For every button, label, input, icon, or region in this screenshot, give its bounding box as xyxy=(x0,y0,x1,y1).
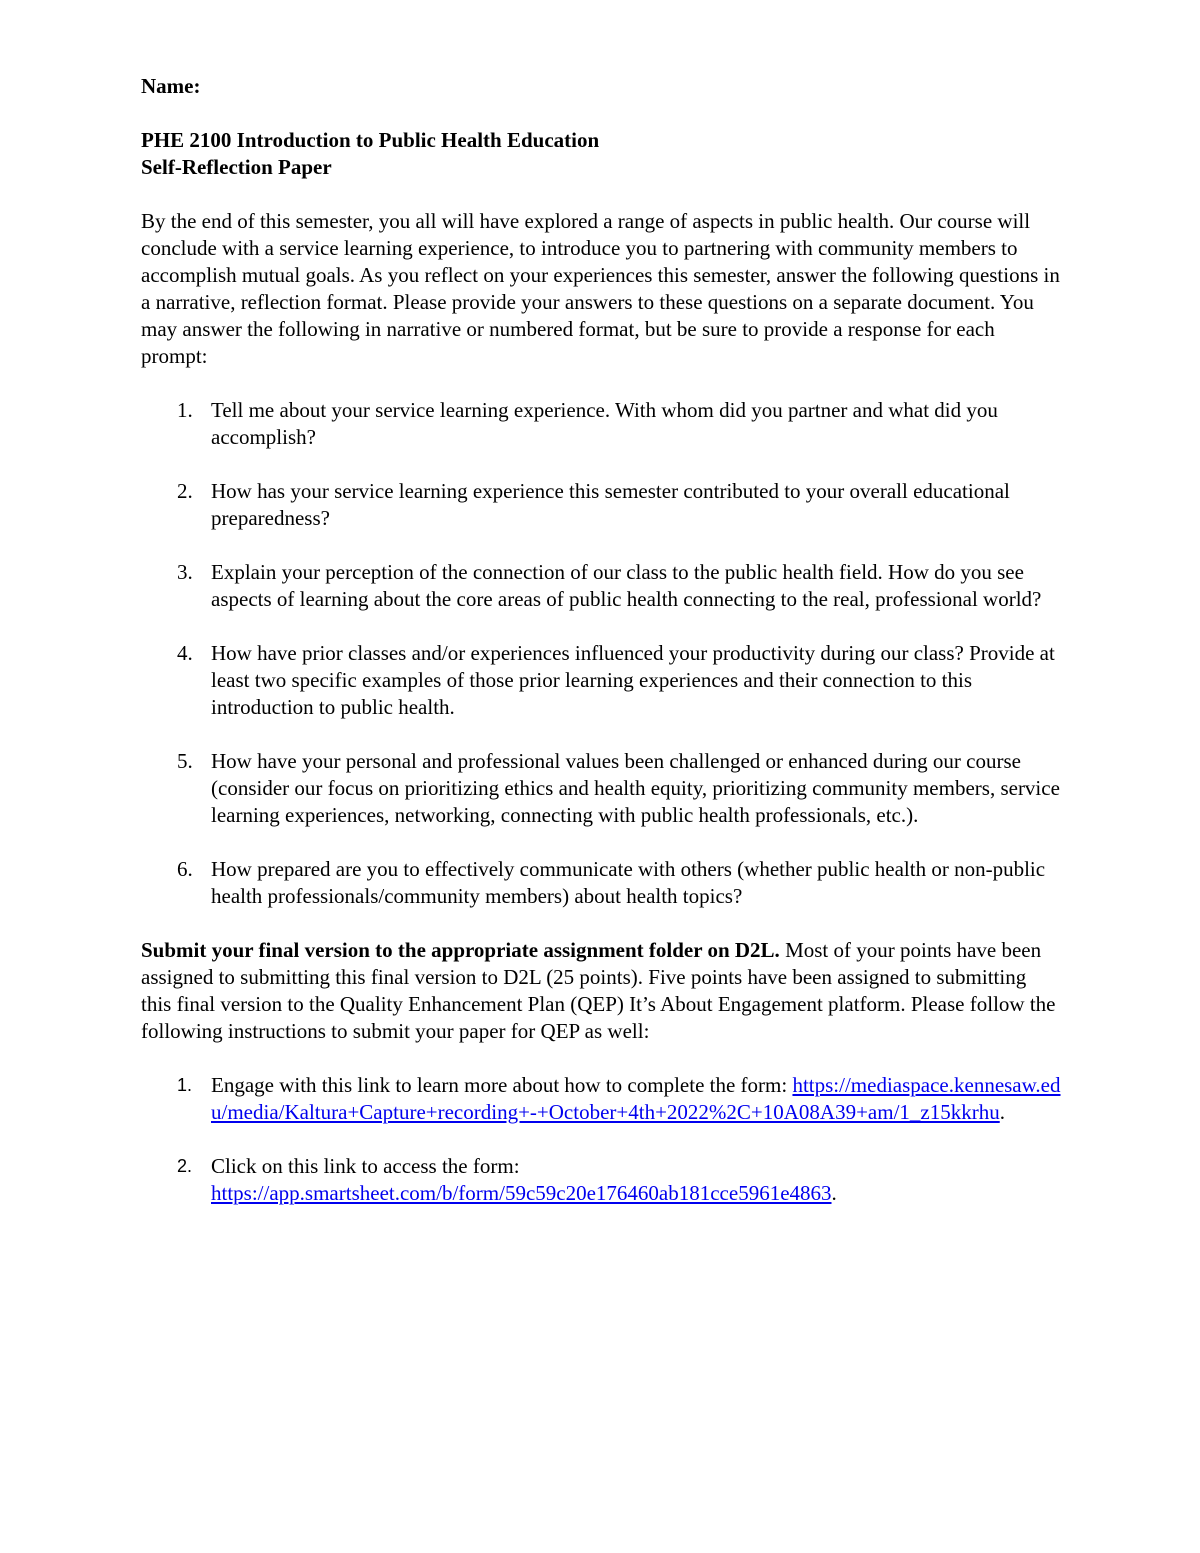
prompt-text: Explain your perception of the connection of our class to the public health field. How do you see aspects of learning about the core areas of public health connecting to the real, professional world? xyxy=(211,560,1042,611)
prompt-number: 3. xyxy=(177,560,193,584)
document-page xyxy=(141,73,1061,1234)
prompt-text: How have your personal and professional values been challenged or enhanced during our course (consider our focus on prioritizing ethics and health equity, prioritizing community members, service learning experiences, networking, connecting with public health professionals, etc.). xyxy=(211,749,1060,827)
prompt-text: How have prior classes and/or experiences influenced your productivity during our class? Provide at least two specific examples of those prior learning experiences and their connection to this introduction to public health. xyxy=(211,641,1055,719)
paper-title: Self-Reflection Paper xyxy=(141,155,332,179)
step-text-end: . xyxy=(999,1100,1005,1124)
step-text: Engage with this link to learn more about how to complete the form: xyxy=(211,1073,793,1097)
prompt-item xyxy=(141,856,1061,910)
step-number: 1. xyxy=(177,1075,193,1095)
instruction-steps xyxy=(141,1072,1061,1207)
submission-paragraph xyxy=(141,937,1061,1045)
smartsheet-form-link[interactable]: https://app.smartsheet.com/b/form/59c59c20e176460ab181cce5961e4863 xyxy=(211,1181,832,1205)
prompt-number: 4. xyxy=(177,641,193,665)
step-text: Click on this link to access the form: xyxy=(211,1154,520,1178)
submission-text: Most of your points have been assigned to submitting this final version to D2L (25 points). Five points have been assigned to submitting this final version to the Quality Enhancement Plan (QEP) It’s About Engagement platform. Please follow the following instructions to submit your paper for QEP as well: xyxy=(141,938,1056,1043)
prompt-item xyxy=(141,559,1061,613)
prompt-text: How prepared are you to effectively communicate with others (whether public health or non-public health professionals/community members) about health topics? xyxy=(211,857,1046,908)
prompt-item xyxy=(141,397,1061,451)
step-item xyxy=(141,1072,1061,1126)
prompt-text: Tell me about your service learning experience. With whom did you partner and what did you accomplish? xyxy=(211,398,998,449)
kaltura-recording-link[interactable]: https://mediaspace.kennesaw.edu/media/Kaltura+Capture+recording+-+October+4th+2022%2C+10A08A39+am/1_z15kkrhu xyxy=(211,1073,1061,1124)
prompt-number: 5. xyxy=(177,749,193,773)
prompt-number: 6. xyxy=(177,857,193,881)
course-title: PHE 2100 Introduction to Public Health Education xyxy=(141,128,600,152)
step-item xyxy=(141,1153,1061,1207)
intro-paragraph: By the end of this semester, you all will have explored a range of aspects in public health. Our course will conclude with a service learning experience, to introduce you to partnering with community members to accomplish mutual goals. As you reflect on your experiences this semester, answer the following questions in a narrative, reflection format. Please provide your answers to these questions on a separate document. You may answer the following in narrative or numbered format, but be sure to provide a response for each prompt: xyxy=(141,209,1060,368)
prompt-list xyxy=(141,397,1061,910)
prompt-number: 1. xyxy=(177,398,193,422)
prompt-item xyxy=(141,478,1061,532)
prompt-text: How has your service learning experience this semester contributed to your overall educational preparedness? xyxy=(211,479,1010,530)
prompt-item xyxy=(141,748,1061,829)
prompt-item xyxy=(141,640,1061,721)
step-number: 2. xyxy=(177,1156,193,1176)
title-block xyxy=(141,127,1061,181)
step-text-end: . xyxy=(831,1181,837,1205)
submission-lead: Submit your final version to the appropriate assignment folder on D2L. xyxy=(141,938,780,962)
name-label: Name: xyxy=(141,74,201,98)
prompt-number: 2. xyxy=(177,479,193,503)
